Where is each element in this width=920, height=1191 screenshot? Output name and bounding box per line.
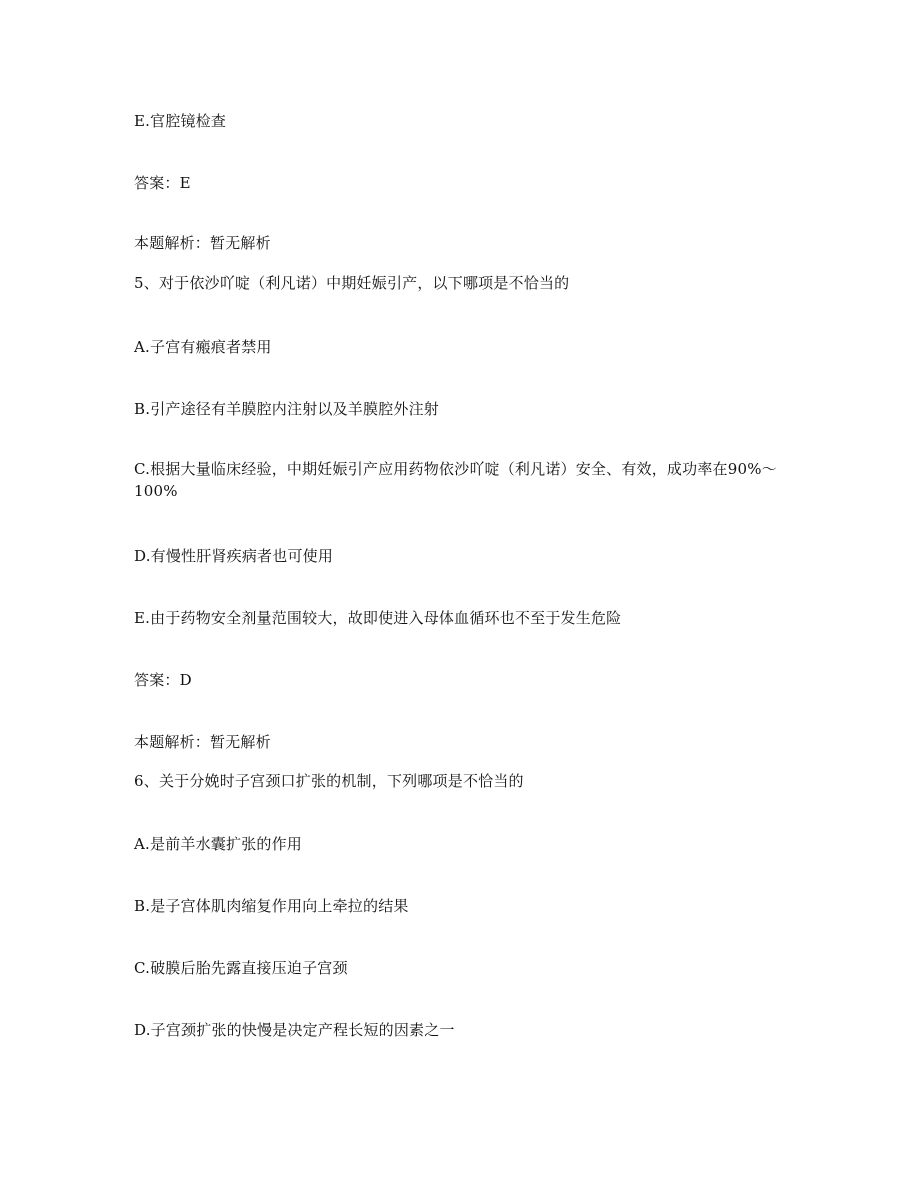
option-b-text: B.是子宫体肌肉缩复作用向上牵拉的结果 (134, 897, 409, 915)
option-e-text: E.由于药物安全剂量范围较大，故即使进入母体血循环也不至于发生危险 (134, 609, 622, 627)
answer-label: 答案：E (134, 174, 191, 192)
option-a-text: A.子宫有瘢痕者禁用 (134, 338, 272, 356)
option-c-text: C.根据大量临床经验，中期妊娠引产应用药物依沙吖啶（利凡诺）安全、有效，成功率在90%～100% (134, 460, 777, 500)
explanation-label: 本题解析：暂无解析 (134, 234, 271, 252)
option-e-text: E.官腔镜检查 (134, 112, 227, 130)
option-b-text: B.引产途径有羊膜腔内注射以及羊膜腔外注射 (134, 400, 439, 418)
option-d-text: D.子宫颈扩张的快慢是决定产程长短的因素之一 (134, 1021, 455, 1039)
option-c-text: C.破膜后胎先露直接压迫子宫颈 (134, 959, 348, 977)
question-6-text: 6、关于分娩时子宫颈口扩张的机制，下列哪项是不恰当的 (134, 772, 524, 790)
question-5-text: 5、对于依沙吖啶（利凡诺）中期妊娠引产，以下哪项是不恰当的 (134, 274, 570, 292)
answer-label: 答案：D (134, 671, 192, 689)
option-d-text: D.有慢性肝肾疾病者也可使用 (134, 547, 334, 565)
explanation-label: 本题解析：暂无解析 (134, 733, 271, 751)
option-a-text: A.是前羊水囊扩张的作用 (134, 835, 303, 853)
